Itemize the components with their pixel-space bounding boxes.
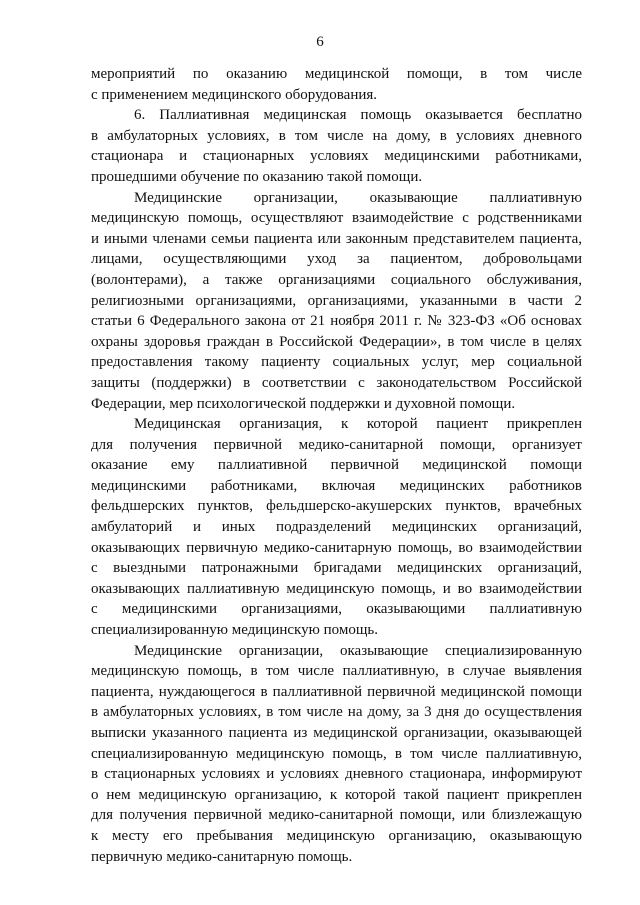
text-line: предоставления такому пациенту социальных услуг, мер социальной: [91, 354, 582, 371]
text-line: выписки указанного пациента из медицинской организации, оказывающей: [91, 725, 582, 741]
text-line: в амбулаторных условиях, в том числе на дому, за 3 дня до осуществления: [91, 704, 582, 721]
paragraph: [91, 414, 582, 641]
text-line: статьи 6 Федерального закона от 21 ноября 2011 г. № 323-ФЗ «Об основах: [91, 313, 582, 330]
text-line: с медицинскими организациями, оказывающими паллиативную: [91, 601, 582, 618]
text-line: оказание ему паллиативной первичной медицинской помощи: [91, 457, 582, 474]
text-line: защиты (поддержки) в соответствии с законодательством Российской: [91, 374, 582, 391]
text-line: оказывающих первичную медико-санитарную помощь, во взаимодействии: [91, 539, 582, 556]
text-line: амбулаторий и иных подразделений медицинских организаций,: [91, 519, 582, 536]
text-line: для получения первичной медико-санитарной помощи, организует: [91, 436, 582, 453]
text-line: с применением медицинского оборудования.: [91, 86, 378, 103]
text-line: Медицинские организации, оказывающие специализированную: [134, 642, 582, 659]
text-line: специализированную медицинскую помощь, в том числе паллиативную,: [91, 745, 582, 762]
text-line: медицинскую помощь, осуществляют взаимодействие с родственниками: [91, 210, 582, 227]
text-line: Федерации, мер психологической поддержки и духовной помощи.: [91, 395, 516, 412]
text-line: с выездными патронажными бригадами медицинских организаций,: [91, 560, 582, 577]
text-line: пациента, нуждающегося в паллиативной первичной медицинской помощи: [91, 683, 582, 700]
page-number: 6: [316, 34, 324, 50]
text-line: Медицинские организации, оказывающие паллиативную: [134, 189, 582, 206]
text-line: мероприятий по оказанию медицинской помощи, в том числе: [91, 66, 582, 82]
text-line: лицами, осуществляющими уход за пациентом, добровольцами: [91, 251, 582, 268]
text-line: охраны здоровья граждан в Российской Федерации», в том числе в целях: [91, 333, 582, 350]
paragraph: [91, 105, 582, 187]
text-line: в стационарных условиях и условиях дневного стационара, информируют: [91, 766, 582, 783]
text-line: Медицинская организация, к которой пациент прикреплен: [134, 416, 582, 433]
text-line: для получения первичной медико-санитарной помощи, или близлежащую: [91, 807, 582, 824]
text-line: в амбулаторных условиях, в том числе на дому, в условиях дневного: [91, 127, 582, 144]
text-line: 6. Паллиативная медицинская помощь оказывается бесплатно: [134, 107, 582, 124]
text-line: специализированную медицинскую помощь.: [91, 622, 378, 639]
text-line: оказывающих паллиативную медицинскую помощь, и во взаимодействии: [91, 580, 582, 597]
text-line: фельдшерских пунктов, фельдшерско-акушерских пунктов, врачебных: [91, 498, 582, 515]
paragraph: [91, 641, 582, 868]
text-line: медицинскую помощь, в том числе паллиативную, в случае выявления: [91, 663, 582, 680]
paragraph: [91, 188, 582, 415]
paragraph: [91, 64, 582, 105]
text-line: стационара и стационарных условиях медицинскими работниками,: [91, 148, 582, 165]
text-line: (волонтерами), а также организациями социального обслуживания,: [91, 271, 582, 288]
text-line: прошедшими обучение по оказанию такой помощи.: [91, 168, 423, 185]
text-line: первичную медико-санитарную помощь.: [91, 848, 353, 865]
text-line: религиозными организациями, организациями, указанными в части 2: [91, 292, 582, 309]
text-line: и иными членами семьи пациента или законным представителем пациента,: [91, 230, 582, 247]
text-line: к месту его пребывания медицинскую организацию, оказывающую: [91, 827, 582, 844]
document-body: [91, 64, 582, 867]
text-line: медицинскими работниками, включая медицинских работников: [91, 477, 582, 494]
text-line: о нем медицинскую организацию, к которой такой пациент прикреплен: [91, 786, 582, 803]
